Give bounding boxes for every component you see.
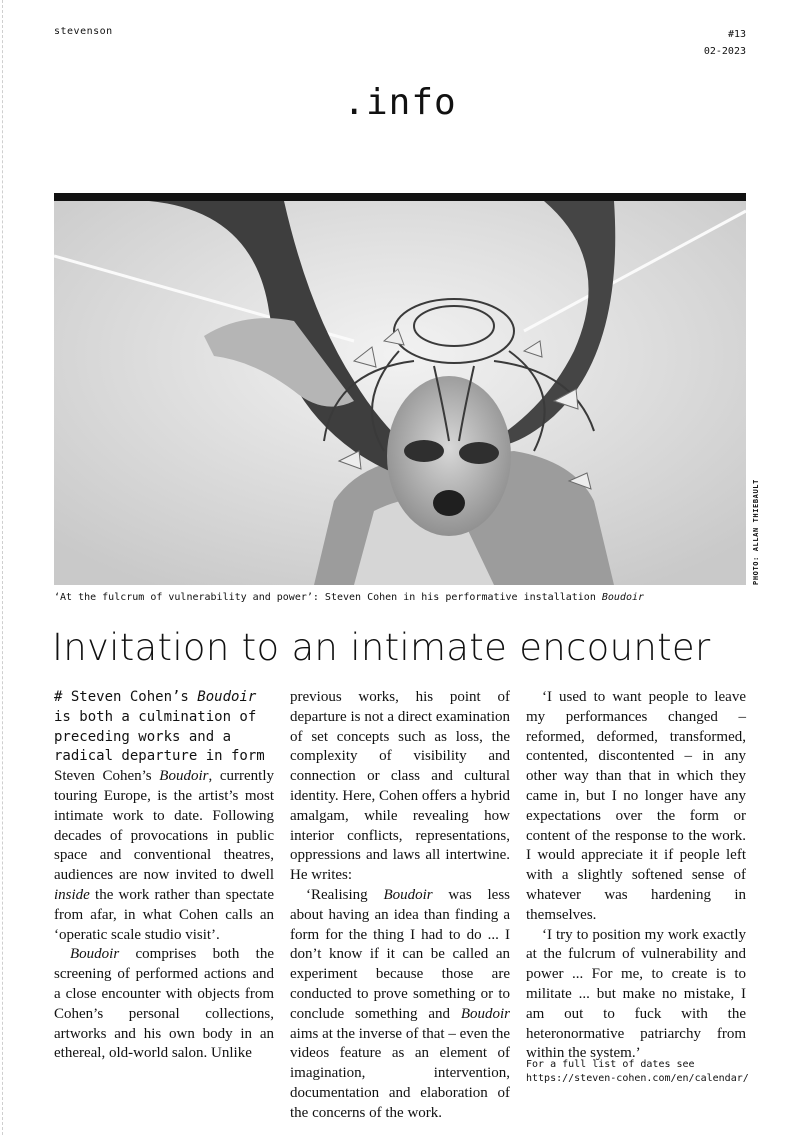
article-column-1 <box>54 688 274 1064</box>
text-run: comprises both the screening of performed actions and a close encounter with objects from Cohen’s personal collections, artworks and his own body in an ethereal, old-world salon. Unlike <box>54 946 274 1062</box>
standfirst-prefix: # Steven Cohen’s <box>54 689 198 705</box>
work-title: Boudoir <box>159 768 209 785</box>
body-paragraph: previous works, his point of departure is not a direct examination of set concepts such as loss, the complexity of visibility and connection or class and cultural identity. Here, Cohen offers a hybrid amalgam, while revealing how interior conflicts, representations, oppressions and laws all intertwine. He writes: <box>290 689 510 884</box>
work-title: Boudoir <box>383 886 433 903</box>
work-title: Boudoir <box>460 1005 510 1022</box>
emphasis: inside <box>54 886 90 903</box>
photo-credit: PHOTO: ALLAN THIEBAULT <box>752 479 760 585</box>
text-run: the work rather than spectate from afar, in what Cohen calls an ‘operatic scale studio visit’. <box>54 886 274 943</box>
caption-text: ‘At the fulcrum of vulnerability and power’: Steven Cohen in his performative installation <box>54 592 602 603</box>
photo-caption <box>54 592 644 603</box>
performance-photo-illustration <box>54 201 746 585</box>
calendar-link[interactable]: https://steven-cohen.com/en/calendar/ <box>526 1073 749 1084</box>
body-paragraph <box>54 945 274 1064</box>
body-paragraph <box>54 767 274 945</box>
body-paragraph: ‘I used to want people to leave my performances changed – reformed, deformed, transformed, contented, discontented – in any other way than that in which they came in, but I no longer have any expectations over the form or content of the response to the work. I would appreciate it if people left with a slightly softened sense of whatever was hardening in themselves. <box>526 689 746 923</box>
standfirst-title: Boudoir <box>197 689 257 705</box>
text-run: Steven Cohen’s <box>54 768 160 785</box>
issue-number: #13 <box>727 29 746 40</box>
page-edge-guide <box>2 0 3 1135</box>
section-title: .info <box>343 82 457 123</box>
article-standfirst <box>54 688 274 767</box>
text-run: was less about having an idea than finding a form for the thing I had to do ... I don’t know if it can be called an experiment because those are conducted to prove something or to conclude something and <box>290 886 510 1022</box>
performance-photo <box>54 201 746 585</box>
brand-name: stevenson <box>54 26 113 37</box>
caption-work-title: Boudoir <box>601 592 645 603</box>
text-run: , currently touring Europe, is the artist’s most intimate work to date. Following decades of provocations in public space and conventional theatres, audiences are now invited to dwell <box>54 768 275 884</box>
footnote-text: For a full list of dates see <box>526 1059 695 1070</box>
issue-info <box>704 26 746 60</box>
text-run: aims at the inverse of that – even the videos feature as an element of imagination, intervention, documentation and elaboration of the concerns of the work. <box>290 1025 510 1121</box>
issue-date: 02-2023 <box>703 46 746 57</box>
standfirst-suffix: is both a culmination of preceding works and a radical departure in form <box>54 708 265 765</box>
body-paragraph <box>290 886 510 1124</box>
body-paragraph: ‘I try to position my work exactly at the fulcrum of vulnerability and power ... For me, to create is to militate ... but make no mistake, I am out to fuck with the heteronormative patriarchy from within the system.’ <box>526 926 746 1062</box>
text-run: ‘Realising <box>306 886 384 903</box>
article-column-2 <box>290 688 510 1124</box>
work-title: Boudoir <box>70 946 120 963</box>
dates-footnote <box>526 1058 749 1086</box>
photo-top-bar <box>54 193 746 201</box>
article-column-3 <box>526 688 746 1064</box>
article-headline: Invitation to an intimate encounter <box>52 626 711 669</box>
